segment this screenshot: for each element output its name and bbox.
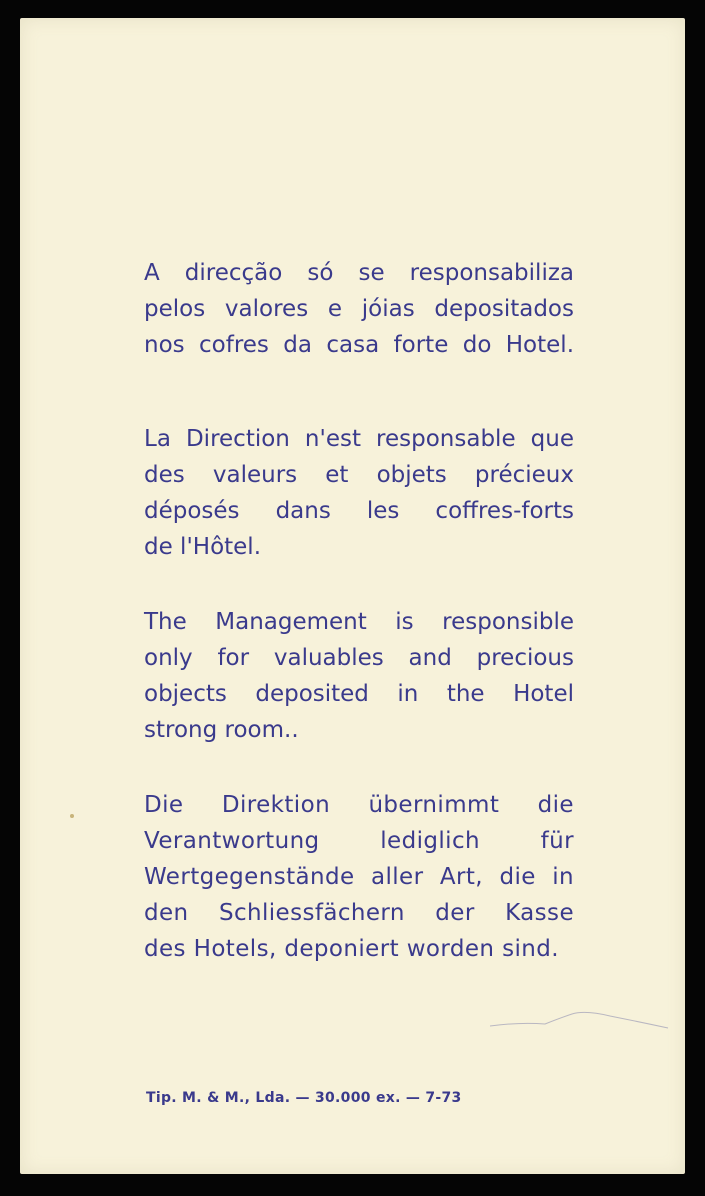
notice-line: strong room.. [144,717,299,743]
notice-line: only for valuables and precious [144,645,574,671]
notice-line: des valeurs et objets précieux [144,462,574,488]
notice-line: Verantwortung lediglich für [144,828,574,854]
notice-line: de l'Hôtel. [144,534,262,560]
notice-line: des Hotels, deponiert worden sind. [144,936,559,962]
paper-speck [70,814,74,818]
notice-line: The Management is responsible [144,609,574,635]
notice-line: den Schliessfächern der Kasse [144,900,574,926]
notice-french [144,421,574,565]
notice-line: nos cofres da casa forte do Hotel. [144,332,574,358]
notice-line: Die Direktion übernimmt die [144,792,574,818]
notice-card [20,18,685,1174]
notice-line: A direcção só se responsabiliza [144,260,574,286]
notice-line: Wertgegenstände aller Art, die in [144,864,574,890]
notice-portuguese [144,255,574,363]
notice-english [144,604,574,748]
notice-german [144,787,574,967]
notice-line: objects deposited in the Hotel [144,681,574,707]
notice-line: La Direction n'est responsable que [144,426,574,452]
paper-crease [490,1008,670,1038]
printer-imprint: Tip. M. & M., Lda. — 30.000 ex. — 7-73 [146,1090,462,1106]
notice-line: déposés dans les coffres-forts [144,498,574,524]
notice-line: pelos valores e jóias depositados [144,296,574,322]
